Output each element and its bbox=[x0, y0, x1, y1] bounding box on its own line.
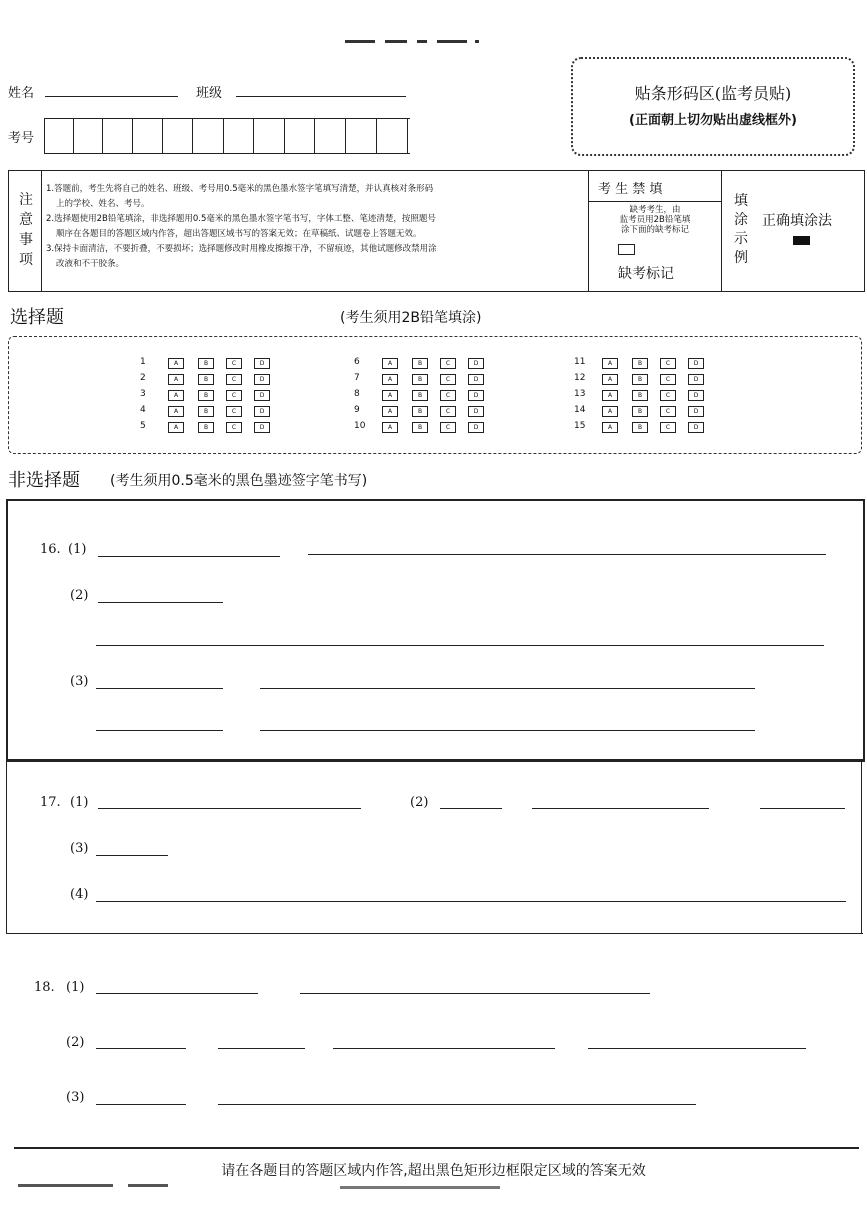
q18-part3-blank-a[interactable] bbox=[96, 1104, 186, 1105]
fill-example-title: 填 涂 示 例 bbox=[734, 193, 748, 266]
choice-option-bubble[interactable]: A bbox=[382, 390, 398, 401]
choice-option-bubble[interactable]: B bbox=[198, 358, 214, 369]
q16-part3-blank-b[interactable] bbox=[260, 688, 755, 689]
q17-part3-label: (3) bbox=[70, 841, 89, 856]
q18-part1-label: (1) bbox=[66, 980, 85, 995]
choice-option-bubble[interactable]: B bbox=[632, 374, 648, 385]
choice-option-bubble[interactable]: D bbox=[254, 406, 270, 417]
choice-question-number: 6 bbox=[354, 357, 360, 367]
q18-part3-blank-b[interactable] bbox=[218, 1104, 696, 1105]
choice-option-bubble[interactable]: C bbox=[660, 406, 676, 417]
q16-part1-blank-b[interactable] bbox=[308, 554, 826, 555]
choice-question-number: 15 bbox=[574, 421, 586, 431]
q17-part1-label: (1) bbox=[70, 795, 89, 810]
choice-question-number: 10 bbox=[354, 421, 366, 431]
forbid-instructions: 缺考考生，由 监考员用2B铅笔填 涂下面的缺考标记 bbox=[619, 205, 691, 235]
choice-option-bubble[interactable]: D bbox=[688, 422, 704, 433]
choice-option-bubble[interactable]: D bbox=[468, 390, 484, 401]
choice-option-bubble[interactable]: A bbox=[602, 374, 618, 385]
choice-note: (考生须用2B铅笔填涂) bbox=[340, 310, 482, 326]
bottom-fragment-2 bbox=[340, 1186, 500, 1189]
class-field[interactable] bbox=[236, 96, 406, 97]
q16-part2-label: (2) bbox=[70, 588, 89, 603]
choice-option-bubble[interactable]: C bbox=[226, 358, 242, 369]
choice-option-bubble[interactable]: D bbox=[688, 406, 704, 417]
q17-part2-blank-b[interactable] bbox=[532, 808, 709, 809]
forbid-title: 考 生 禁 填 bbox=[598, 182, 663, 197]
choice-option-bubble[interactable]: A bbox=[168, 406, 184, 417]
exam-no-label: 考号 bbox=[8, 131, 35, 146]
q16-part3-blank-c[interactable] bbox=[96, 730, 223, 731]
choice-option-bubble[interactable]: D bbox=[688, 358, 704, 369]
q16-part2-blank-a[interactable] bbox=[98, 602, 223, 603]
class-label: 班级 bbox=[196, 86, 223, 101]
q17-part2-blank-a[interactable] bbox=[440, 808, 502, 809]
choice-option-bubble[interactable]: C bbox=[440, 358, 456, 369]
q16-part3-blank-d[interactable] bbox=[260, 730, 755, 731]
choice-option-bubble[interactable]: B bbox=[198, 390, 214, 401]
barcode-subtitle: (正面朝上切勿贴出虚线框外) bbox=[629, 113, 797, 128]
choice-option-bubble[interactable]: D bbox=[468, 374, 484, 385]
choice-option-bubble[interactable]: A bbox=[168, 358, 184, 369]
q17-right-border bbox=[861, 759, 862, 934]
choice-option-bubble[interactable]: A bbox=[382, 358, 398, 369]
choice-option-bubble[interactable]: A bbox=[168, 390, 184, 401]
choice-question-number: 12 bbox=[574, 373, 586, 383]
nonchoice-title: 非选择题 bbox=[8, 470, 80, 491]
q16-part1-blank-a[interactable] bbox=[98, 556, 280, 557]
q17-part1-blank[interactable] bbox=[98, 808, 361, 809]
choice-option-bubble[interactable]: A bbox=[382, 406, 398, 417]
exam-no-grid[interactable] bbox=[44, 118, 410, 154]
q17-left-border bbox=[6, 759, 7, 934]
footer-rule bbox=[14, 1147, 859, 1149]
choice-option-bubble[interactable]: A bbox=[382, 374, 398, 385]
choice-option-bubble[interactable]: A bbox=[168, 422, 184, 433]
choice-option-bubble[interactable]: B bbox=[632, 390, 648, 401]
choice-option-bubble[interactable]: D bbox=[254, 422, 270, 433]
choice-option-bubble[interactable]: D bbox=[254, 358, 270, 369]
nonchoice-note: (考生须用0.5毫米的黑色墨迹签字笔书写) bbox=[110, 473, 368, 489]
choice-option-bubble[interactable]: D bbox=[254, 374, 270, 385]
choice-option-bubble[interactable]: D bbox=[254, 390, 270, 401]
choice-option-bubble[interactable]: B bbox=[632, 422, 648, 433]
choice-option-bubble[interactable]: B bbox=[632, 358, 648, 369]
q17-part4-label: (4) bbox=[70, 887, 89, 902]
choice-option-bubble[interactable]: B bbox=[198, 422, 214, 433]
footer-warning: 请在各题目的答题区域内作答,超出黑色矩形边框限定区域的答案无效 bbox=[221, 1163, 646, 1179]
q17-divider-bottom bbox=[6, 933, 863, 934]
choice-question-number: 2 bbox=[140, 373, 146, 383]
q18-part2-blank-c[interactable] bbox=[333, 1048, 555, 1049]
q16-part1-label: (1) bbox=[68, 542, 87, 557]
barcode-area bbox=[571, 57, 855, 156]
choice-option-bubble[interactable]: A bbox=[602, 422, 618, 433]
choice-option-bubble[interactable]: C bbox=[660, 422, 676, 433]
choice-option-bubble[interactable]: C bbox=[440, 422, 456, 433]
choice-question-number: 5 bbox=[140, 421, 146, 431]
choice-option-bubble[interactable]: C bbox=[440, 390, 456, 401]
absent-mark-box[interactable] bbox=[618, 244, 635, 255]
choice-option-bubble[interactable]: B bbox=[412, 406, 428, 417]
absent-label: 缺考标记 bbox=[618, 266, 674, 282]
q17-part2-blank-c[interactable] bbox=[760, 808, 845, 809]
choice-option-bubble[interactable]: C bbox=[226, 390, 242, 401]
q16-part2-blank-b[interactable] bbox=[96, 645, 824, 646]
choice-option-bubble[interactable]: A bbox=[602, 390, 618, 401]
q18-part2-blank-a[interactable] bbox=[96, 1048, 186, 1049]
choice-question-number: 3 bbox=[140, 389, 146, 399]
choice-question-number: 13 bbox=[574, 389, 586, 399]
choice-question-number: 14 bbox=[574, 405, 586, 415]
filled-mark-example bbox=[793, 236, 810, 245]
choice-area bbox=[8, 336, 862, 454]
top-title-fragment bbox=[345, 40, 485, 44]
q16-area bbox=[6, 499, 865, 762]
choice-option-bubble[interactable]: A bbox=[602, 406, 618, 417]
q17-number: 17. bbox=[40, 795, 61, 810]
choice-option-bubble[interactable]: A bbox=[602, 358, 618, 369]
q18-number: 18. bbox=[34, 980, 55, 995]
q18-part2-label: (2) bbox=[66, 1035, 85, 1050]
choice-title: 选择题 bbox=[10, 307, 64, 328]
choice-question-number: 1 bbox=[140, 357, 146, 367]
choice-option-bubble[interactable]: B bbox=[632, 406, 648, 417]
choice-option-bubble[interactable]: B bbox=[198, 406, 214, 417]
q16-number: 16. bbox=[40, 542, 61, 557]
choice-option-bubble[interactable]: B bbox=[412, 422, 428, 433]
choice-option-bubble[interactable]: D bbox=[688, 374, 704, 385]
choice-question-number: 11 bbox=[574, 357, 586, 367]
choice-option-bubble[interactable]: A bbox=[382, 422, 398, 433]
choice-question-number: 7 bbox=[354, 373, 360, 383]
choice-option-bubble[interactable]: C bbox=[226, 422, 242, 433]
q17-divider-top bbox=[6, 759, 863, 760]
q16-part3-label: (3) bbox=[70, 674, 89, 689]
notice-title: 注 意 事 项 bbox=[19, 192, 33, 268]
choice-question-number: 8 bbox=[354, 389, 360, 399]
choice-option-bubble[interactable]: B bbox=[412, 358, 428, 369]
choice-option-bubble[interactable]: C bbox=[226, 406, 242, 417]
q18-part1-blank-a[interactable] bbox=[96, 993, 258, 994]
correct-fill-label: 正确填涂法 bbox=[762, 213, 832, 229]
q18-part2-blank-b[interactable] bbox=[218, 1048, 305, 1049]
barcode-title: 贴条形码区(监考员贴) bbox=[634, 84, 792, 103]
name-field[interactable] bbox=[45, 96, 178, 97]
q17-part4-blank[interactable] bbox=[96, 901, 846, 902]
choice-option-bubble[interactable]: C bbox=[660, 358, 676, 369]
choice-option-bubble[interactable]: C bbox=[660, 374, 676, 385]
choice-question-number: 4 bbox=[140, 405, 146, 415]
notice-text: 1.答题前，考生先将自己的姓名、班级、考号用0.5毫米的黑色墨水签字笔填写清楚，并认真核对条形码 上的学校、姓名、考号。 2.选择题使用2B铅笔填涂，非选择题用0.5毫米的黑色墨水签字笔书写，字体工整、笔迹清楚，按照题号 顺序在各题目的答题区域内作答，超出答题区域书写的答案无效；在草稿纸、试题卷上答题无效。 3.保持卡面清洁，不要折叠，不要损坏；选择题修改时用橡皮擦擦干净，不留痕迹，其他试题修改禁用涂 改液和不干胶条。 bbox=[46, 184, 437, 269]
choice-option-bubble[interactable]: C bbox=[440, 374, 456, 385]
name-label: 姓名 bbox=[8, 86, 35, 101]
q16-part3-blank-a[interactable] bbox=[96, 688, 223, 689]
q18-part2-blank-d[interactable] bbox=[588, 1048, 806, 1049]
choice-option-bubble[interactable]: A bbox=[168, 374, 184, 385]
choice-option-bubble[interactable]: D bbox=[468, 358, 484, 369]
choice-option-bubble[interactable]: C bbox=[440, 406, 456, 417]
q18-part3-label: (3) bbox=[66, 1090, 85, 1105]
q17-part3-blank[interactable] bbox=[96, 855, 168, 856]
q17-part2-label: (2) bbox=[410, 795, 429, 810]
choice-option-bubble[interactable]: B bbox=[412, 390, 428, 401]
choice-option-bubble[interactable]: C bbox=[660, 390, 676, 401]
choice-option-bubble[interactable]: D bbox=[468, 422, 484, 433]
q18-part1-blank-b[interactable] bbox=[300, 993, 650, 994]
bottom-fragment bbox=[18, 1184, 208, 1187]
choice-option-bubble[interactable]: B bbox=[198, 374, 214, 385]
choice-option-bubble[interactable]: D bbox=[688, 390, 704, 401]
choice-option-bubble[interactable]: B bbox=[412, 374, 428, 385]
choice-option-bubble[interactable]: C bbox=[226, 374, 242, 385]
choice-question-number: 9 bbox=[354, 405, 360, 415]
choice-option-bubble[interactable]: D bbox=[468, 406, 484, 417]
